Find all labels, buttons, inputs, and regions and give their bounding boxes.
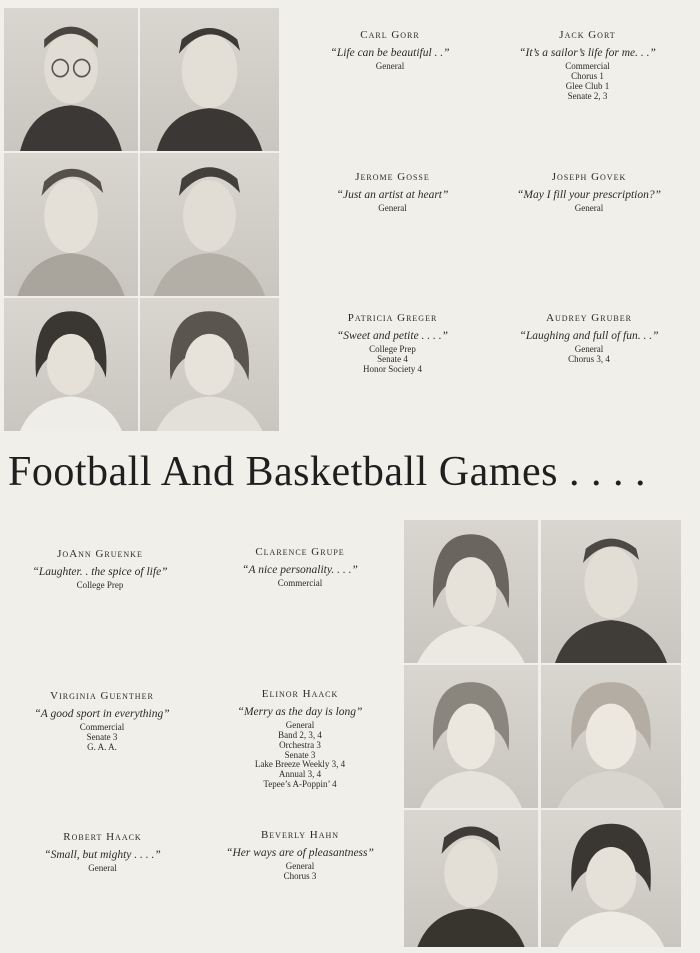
student-quote: “Small, but mighty . . . .” <box>44 848 161 861</box>
section-headline: Football And Basketball Games . . . . <box>8 449 646 495</box>
student-activity: Glee Club 1 <box>565 80 610 91</box>
student-entry <box>210 688 390 790</box>
student-entry <box>315 29 465 72</box>
student-activity: Lake Breeze Weekly 3, 4 <box>254 759 346 770</box>
student-quote: “It’s a sailor’s life for me. . .” <box>519 46 656 59</box>
student-name: Jerome Gosse <box>355 171 430 183</box>
student-entry <box>495 312 683 365</box>
student-quote: “Just an artist at heart” <box>336 188 449 201</box>
student-activity: Chorus 3, 4 <box>568 353 610 364</box>
student-activity: General <box>574 202 604 213</box>
student-quote: “Laughter. . the spice of life” <box>32 565 168 578</box>
student-activity: Band 2, 3, 4 <box>278 729 322 740</box>
student-activity: General <box>375 60 405 71</box>
portrait-photo <box>541 520 681 663</box>
student-activity: Commercial <box>79 721 125 732</box>
student-activity: Senate 3 <box>86 731 118 742</box>
portrait-photo <box>4 153 138 296</box>
student-quote: “A nice personality. . . .” <box>242 563 358 576</box>
student-name: Joseph Govek <box>551 171 627 183</box>
student-quote: “A good sport in everything” <box>34 707 170 720</box>
student-activity: Senate 2, 3 <box>567 90 608 101</box>
student-name: Audrey Gruber <box>546 312 632 324</box>
student-activity: Senate 3 <box>284 749 316 760</box>
portrait-photo <box>140 298 279 431</box>
student-name: Robert Haack <box>63 831 142 843</box>
student-activity: General <box>574 343 604 354</box>
student-entry <box>15 831 190 874</box>
student-activity: College Prep <box>76 579 124 590</box>
student-activity: Annual 3, 4 <box>278 769 322 780</box>
student-activity: Honor Society 4 <box>363 363 422 374</box>
student-quote: “Laughing and full of fun. . .” <box>519 329 659 342</box>
student-quote: “May I fill your prescription?” <box>517 188 661 201</box>
student-activity: General <box>378 202 407 213</box>
student-name: Patricia Greger <box>347 312 438 324</box>
student-name: Jack Gort <box>559 29 616 41</box>
student-entry <box>12 690 192 753</box>
student-quote: “Merry as the day is long” <box>237 705 363 718</box>
portrait-photo <box>404 665 538 808</box>
portrait-photo <box>4 8 138 151</box>
student-activity: Tepee’s A-Poppin’ 4 <box>263 779 337 790</box>
portrait-photo <box>140 8 279 151</box>
student-name: JoAnn Gruenke <box>57 548 143 560</box>
student-quote: “Sweet and petite . . . .” <box>336 329 449 342</box>
student-entry <box>495 29 680 101</box>
student-quote: “Life can be beautiful . .” <box>330 46 450 59</box>
student-activity: General <box>88 862 117 873</box>
student-name: Beverly Hahn <box>260 829 340 841</box>
portrait-photo <box>404 520 538 663</box>
student-activity: College Prep <box>369 343 416 354</box>
student-activity: General <box>285 860 315 871</box>
portrait-photo <box>140 153 279 296</box>
student-entry <box>495 171 683 214</box>
portrait-photo <box>404 810 538 947</box>
student-activity: Commercial <box>565 60 610 71</box>
student-entry <box>210 829 390 882</box>
student-quote: “Her ways are of pleasantness” <box>226 846 374 859</box>
student-name: Clarence Grupe <box>255 546 345 558</box>
student-activity: General <box>285 719 315 730</box>
student-activity: Chorus 1 <box>571 70 604 81</box>
student-activity: Commercial <box>277 577 323 588</box>
portrait-photo <box>4 298 138 431</box>
student-activity: Senate 4 <box>377 353 408 364</box>
student-entry <box>315 171 470 214</box>
student-name: Elinor Haack <box>261 688 339 700</box>
student-entry <box>15 548 185 591</box>
student-entry <box>315 312 470 375</box>
student-name: Carl Gorr <box>360 29 420 41</box>
student-activity: G. A. A. <box>87 741 117 752</box>
portrait-photo <box>541 665 681 808</box>
student-activity: Orchestra 3 <box>279 739 321 750</box>
student-name: Virginia Guenther <box>50 690 154 702</box>
portrait-photo <box>541 810 681 947</box>
student-entry <box>210 546 390 589</box>
student-activity: Chorus 3 <box>283 870 317 881</box>
